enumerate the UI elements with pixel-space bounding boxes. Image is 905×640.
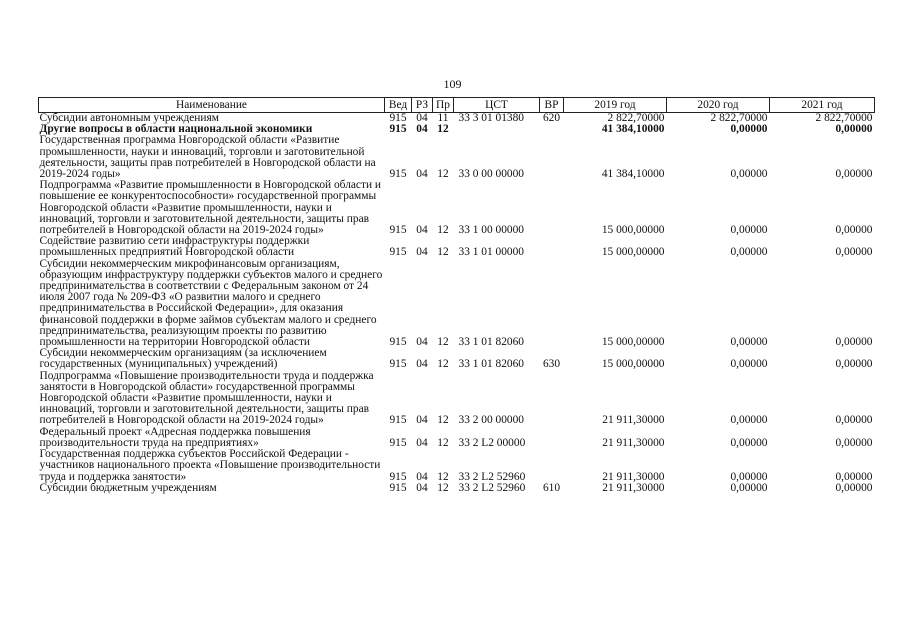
row-cst: 33 1 00 00000 xyxy=(458,224,524,237)
header-2021: 2021 год xyxy=(770,98,875,113)
row-rz: 04 xyxy=(416,436,428,449)
row-name: Федеральный проект «Адресная поддержка повышения производительности труда на предприятиях» xyxy=(39,425,311,449)
row-2019: 41 384,10000 xyxy=(601,123,665,136)
table-row xyxy=(39,371,875,427)
row-2021: 0,00000 xyxy=(835,246,873,259)
row-rz: 04 xyxy=(416,246,428,259)
row-cst: 33 0 00 00000 xyxy=(458,168,524,181)
header-2020: 2020 год xyxy=(667,98,770,113)
row-vr xyxy=(540,135,564,180)
row-name: Субсидии некоммерческим микрофинансовым организациям, образующим инфраструктуру поддержки субъектов малого и среднего предпринимательства в соответствии с Федеральным законом от 24 июля 2007 года № 209-ФЗ «О развитии малого и среднего предпринимательства в Российской Федерации», для оказания финансовой поддержки в форме займов субъектам малого и среднего предпринимательства, реализующим проекты по развитию промышленности на территории Новгородской области xyxy=(39,257,383,349)
row-2019: 15 000,00000 xyxy=(601,246,665,259)
header-2019: 2019 год xyxy=(564,98,667,113)
row-vr xyxy=(540,371,564,427)
row-2019: 21 911,30000 xyxy=(602,436,665,449)
table-row xyxy=(39,427,875,449)
row-rz: 04 xyxy=(416,336,428,349)
row-vr xyxy=(540,180,564,236)
row-vr xyxy=(540,427,564,449)
row-2020: 0,00000 xyxy=(730,414,768,427)
row-2019: 21 911,30000 xyxy=(602,470,665,483)
row-2021: 0,00000 xyxy=(835,336,873,349)
row-2020: 0,00000 xyxy=(730,246,768,259)
row-cst: 33 1 01 82060 xyxy=(458,336,524,349)
row-ved: 915 xyxy=(389,123,407,136)
row-vr: 620 xyxy=(542,112,561,124)
row-pr: 12 xyxy=(437,246,449,259)
row-cst xyxy=(454,124,540,135)
row-2020: 0,00000 xyxy=(730,123,768,136)
row-ved: 915 xyxy=(389,224,407,237)
row-2021: 0,00000 xyxy=(835,470,873,483)
header-vr: ВР xyxy=(540,98,564,113)
row-name: Субсидии бюджетным учреждениям xyxy=(39,481,217,494)
row-2020: 0,00000 xyxy=(730,168,768,181)
row-2019: 2 822,70000 xyxy=(607,112,665,124)
row-2021: 0,00000 xyxy=(835,123,873,136)
row-pr: 12 xyxy=(437,414,449,427)
row-cst: 33 3 01 01380 xyxy=(458,112,524,124)
row-2020: 0,00000 xyxy=(730,358,768,371)
row-rz: 04 xyxy=(416,470,428,483)
row-pr: 12 xyxy=(437,336,449,349)
table-header-row xyxy=(39,98,875,113)
row-pr: 12 xyxy=(437,436,449,449)
row-2019: 21 911,30000 xyxy=(602,481,665,494)
row-ved: 915 xyxy=(389,112,407,124)
row-name: Другие вопросы в области национальной экономики xyxy=(39,123,313,136)
row-rz: 04 xyxy=(416,358,428,371)
table-row xyxy=(39,135,875,180)
row-ved: 915 xyxy=(389,246,407,259)
row-2021: 0,00000 xyxy=(835,224,873,237)
row-2020: 2 822,70000 xyxy=(710,112,768,124)
row-name: Государственная поддержка субъектов Российской Федерации - участников национального проекта «Повышение производительности труда и поддержка занятости» xyxy=(39,448,381,483)
table-row xyxy=(39,259,875,349)
row-2021: 0,00000 xyxy=(835,358,873,371)
row-2020: 0,00000 xyxy=(730,481,768,494)
row-pr: 11 xyxy=(437,112,449,124)
row-vr xyxy=(540,124,564,135)
row-rz: 04 xyxy=(416,123,428,136)
row-2021: 2 822,70000 xyxy=(815,112,873,124)
row-name: Субсидии автономным учреждениям xyxy=(39,112,219,124)
table-row xyxy=(39,180,875,236)
row-2019: 41 384,10000 xyxy=(601,168,665,181)
table-row xyxy=(39,483,875,494)
row-pr: 12 xyxy=(437,168,449,181)
header-rz: РЗ xyxy=(412,98,433,113)
row-vr xyxy=(540,236,564,258)
row-rz: 04 xyxy=(416,168,428,181)
row-2021: 0,00000 xyxy=(835,481,873,494)
row-2019: 15 000,00000 xyxy=(601,358,665,371)
row-ved: 915 xyxy=(389,414,407,427)
row-vr xyxy=(540,449,564,483)
row-pr: 12 xyxy=(437,358,449,371)
row-pr: 12 xyxy=(437,123,449,136)
row-2020: 0,00000 xyxy=(730,436,768,449)
row-2021: 0,00000 xyxy=(835,436,873,449)
row-ved: 915 xyxy=(389,168,407,181)
row-ved: 915 xyxy=(389,470,407,483)
table-body xyxy=(39,113,875,494)
row-vr: 630 xyxy=(542,358,561,371)
row-pr: 12 xyxy=(437,481,449,494)
row-2019: 15 000,00000 xyxy=(601,336,665,349)
header-ved: Вед xyxy=(385,98,412,113)
row-cst: 33 1 01 82060 xyxy=(458,358,524,371)
row-rz: 04 xyxy=(416,224,428,237)
row-cst: 33 2 L2 52960 xyxy=(458,481,526,494)
row-name: Содействие развитию сети инфраструктуры поддержки промышленных предприятий Новгородской области xyxy=(39,235,310,259)
row-rz: 04 xyxy=(416,414,428,427)
row-2020: 0,00000 xyxy=(730,224,768,237)
row-2020: 0,00000 xyxy=(730,336,768,349)
row-ved: 915 xyxy=(389,481,407,494)
row-name: Подпрограмма «Повышение производительности труда и поддержка занятости в Новгородской области» государственной программы Новгородской области «Развитие промышленности, науки и инноваций, торговли и заготовительной деятельности, защиты прав потребителей в Новгородской области на 2019-2024 годы» xyxy=(39,369,374,427)
row-2021: 0,00000 xyxy=(835,168,873,181)
row-2020: 0,00000 xyxy=(730,470,768,483)
row-ved: 915 xyxy=(389,436,407,449)
row-pr: 12 xyxy=(437,470,449,483)
row-rz: 04 xyxy=(416,481,428,494)
table-row xyxy=(39,348,875,370)
row-rz: 04 xyxy=(416,112,428,124)
page-number: 109 xyxy=(443,77,462,91)
header-pr: Пр xyxy=(433,98,454,113)
row-pr: 12 xyxy=(437,224,449,237)
row-name: Государственная программа Новгородской области «Развитие промышленности, науки и инноваций, торговли и заготовительной деятельности, защиты прав потребителей в Новгородской области на 2019-2024 годы» xyxy=(39,134,376,181)
row-cst: 33 2 L2 52960 xyxy=(458,470,526,483)
header-cst: ЦСТ xyxy=(454,98,540,113)
row-name: Субсидии некоммерческим организациям (за исключением государственных (муниципальных) учреждений) xyxy=(39,347,327,371)
row-2019: 15 000,00000 xyxy=(601,224,665,237)
row-cst: 33 2 L2 00000 xyxy=(458,436,526,449)
table-row xyxy=(39,236,875,258)
row-ved: 915 xyxy=(389,358,407,371)
row-cst: 33 2 00 00000 xyxy=(458,414,524,427)
row-vr: 610 xyxy=(542,481,561,494)
table-row xyxy=(39,449,875,483)
header-name: Наименование xyxy=(39,98,385,113)
row-vr xyxy=(540,259,564,349)
row-2019: 21 911,30000 xyxy=(602,414,665,427)
row-2021: 0,00000 xyxy=(835,414,873,427)
row-cst: 33 1 01 00000 xyxy=(458,246,524,259)
budget-table xyxy=(38,97,875,494)
row-ved: 915 xyxy=(389,336,407,349)
row-name: Подпрограмма «Развитие промышленности в Новгородской области и повышение ее конкурентоспособности» государственной программы Новгородской области «Развитие промышленности, науки и инноваций, торговли и заготовительной деятельности, защиты прав потребителей в Новгородской области на 2019-2024 годы» xyxy=(39,179,382,237)
